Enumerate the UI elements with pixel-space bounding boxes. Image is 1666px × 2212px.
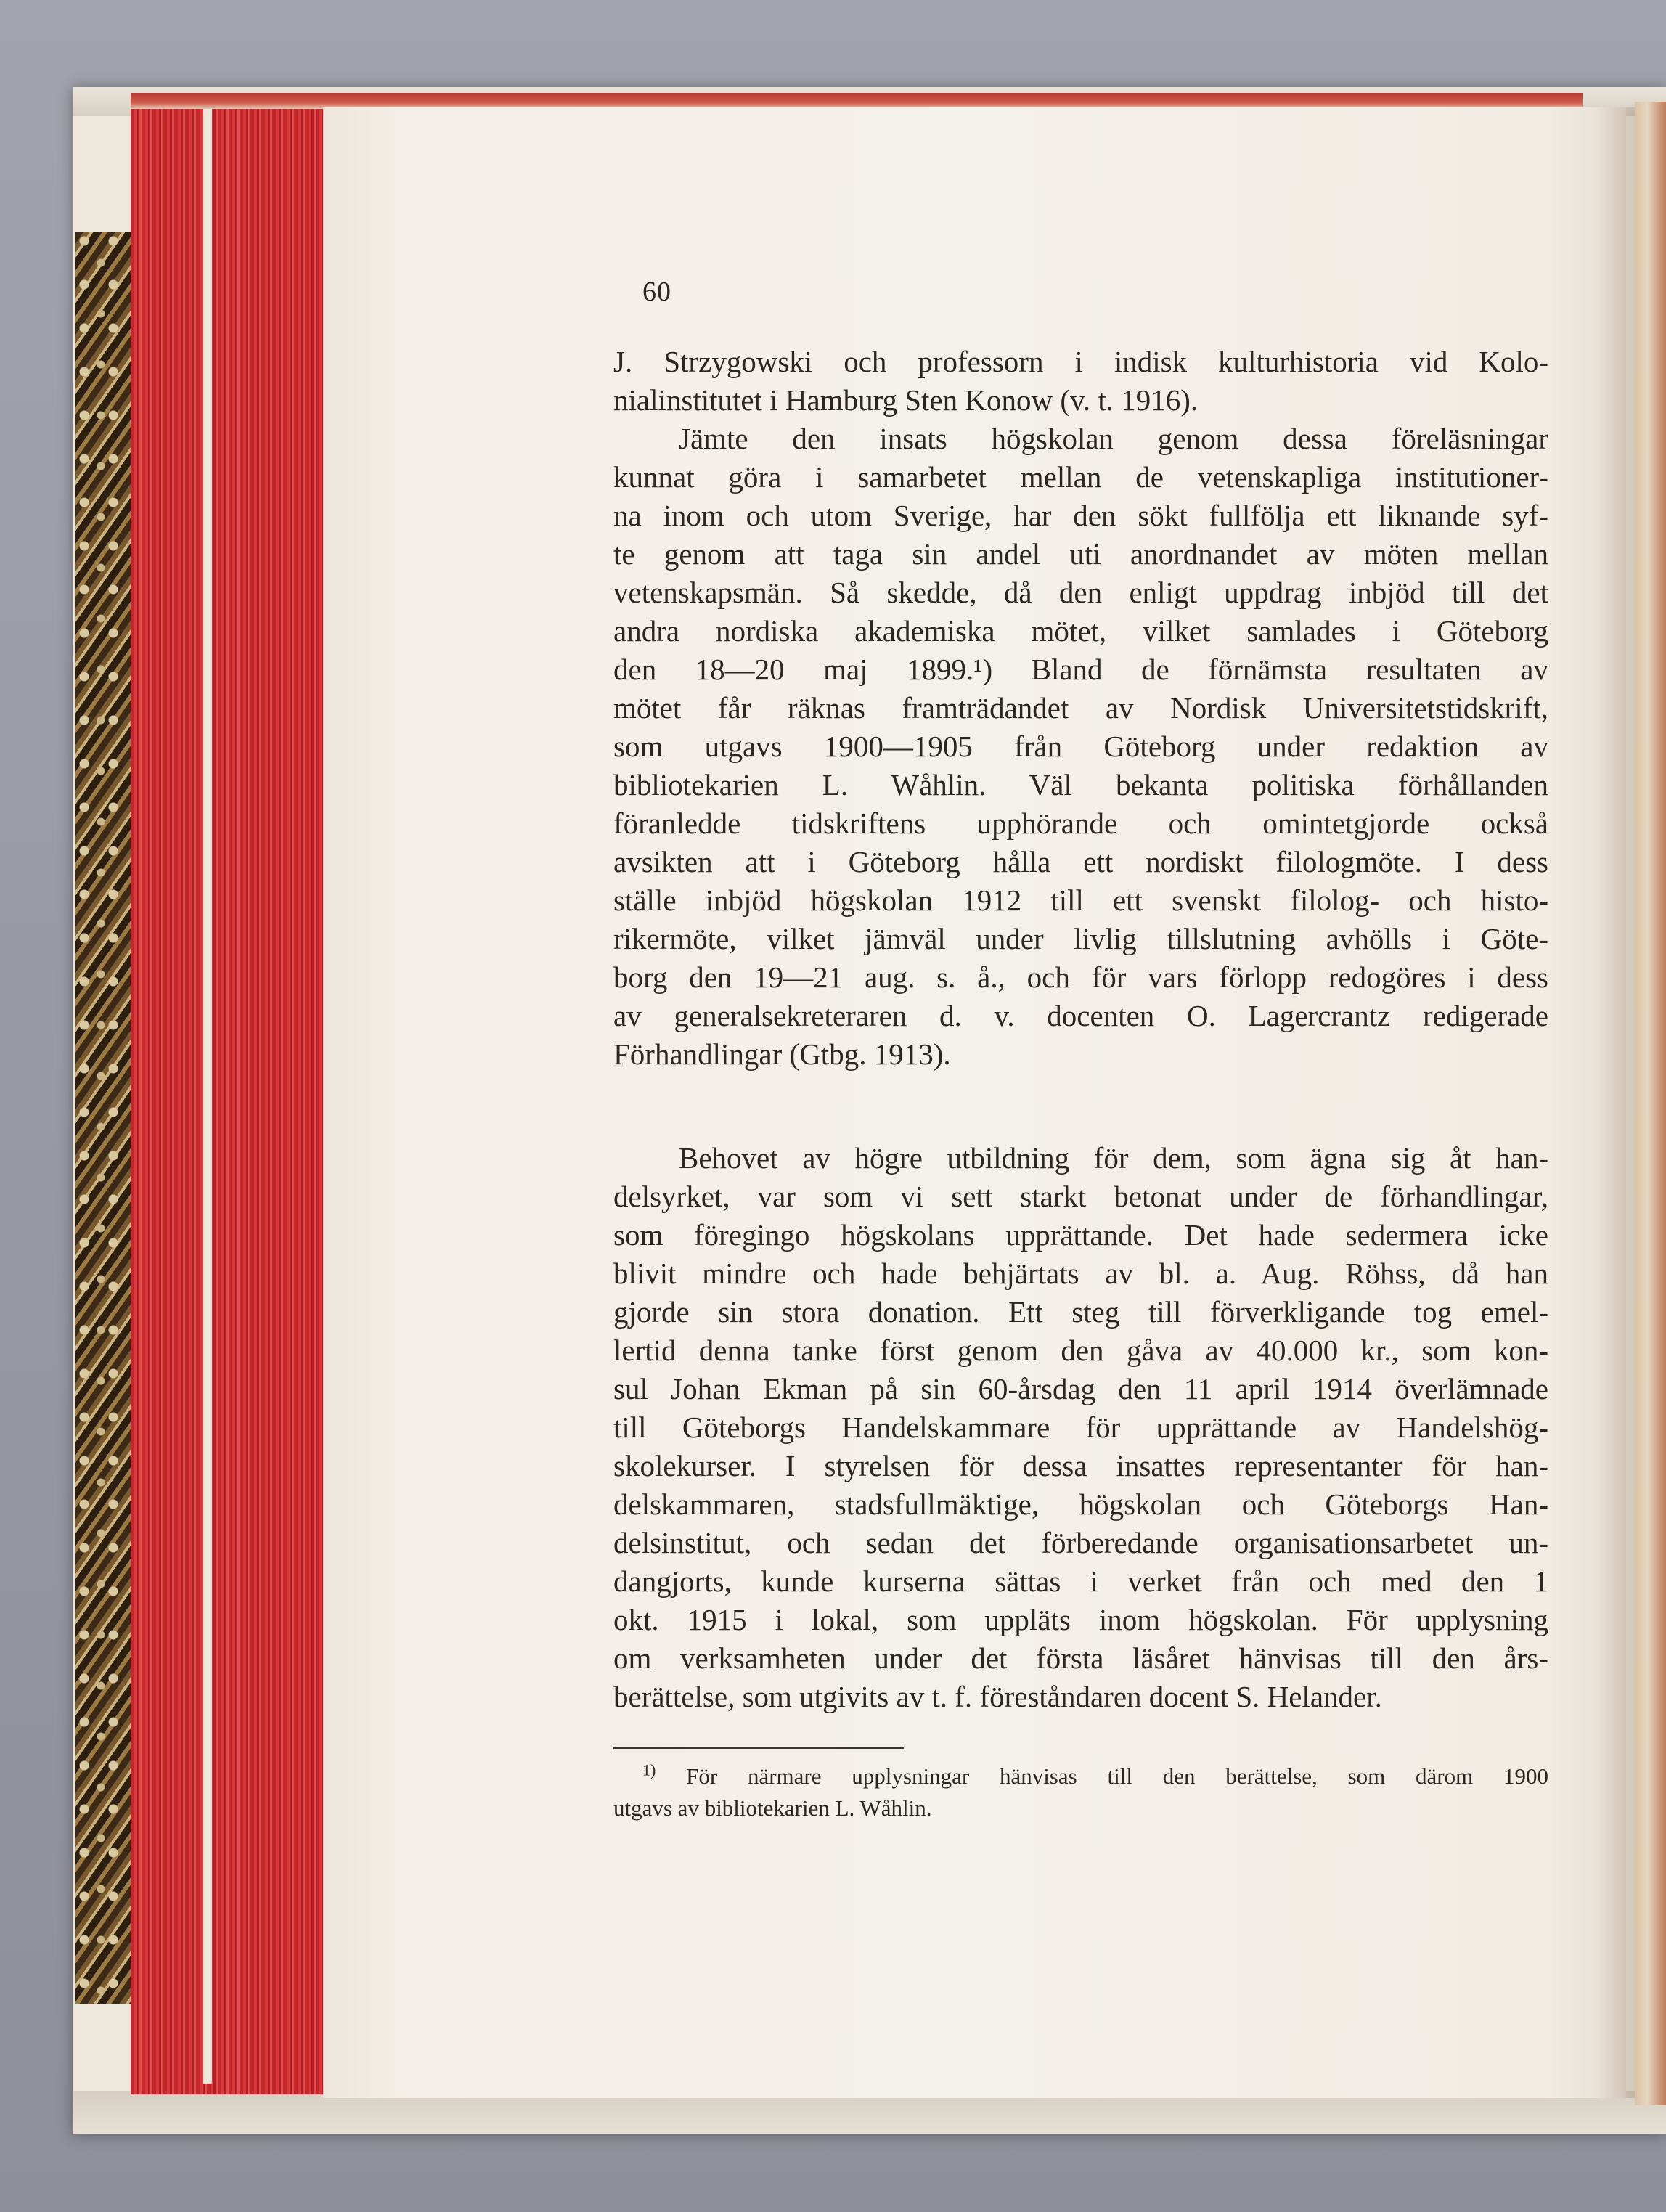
text-line: delsinstitut, och sedan det förberedande organisationsarbetet un- [613, 1526, 1548, 1559]
footnote-line [613, 1760, 1548, 1792]
text-line: mötet får räknas framträdandet av Nordisk Universitetstidskrift, [613, 691, 1548, 725]
text-line: lertid denna tanke först genom den gåva av 40.000 kr., som kon- [613, 1334, 1548, 1367]
text-line: gjorde sin stora donation. Ett steg till förverkligande tog emel- [613, 1295, 1548, 1329]
text-line: dangjorts, kunde kurserna sättas i verket från och med den 1 [613, 1564, 1548, 1598]
text-line: delsyrket, var som vi sett starkt betonat under de förhandlingar, [613, 1180, 1548, 1213]
text-line: föranledde tidskriftens upphörande och omintetgjorde också [613, 807, 1548, 840]
text-line: na inom och utom Sverige, har den sökt fullfölja ett liknande syf- [613, 499, 1548, 532]
text-line: bibliotekarien L. Wåhlin. Väl bekanta politiska förhållanden [613, 768, 1548, 801]
text-line: den 18—20 maj 1899.¹) Bland de förnämsta resultaten av [613, 653, 1548, 686]
facing-page-edge [1635, 102, 1666, 2105]
footnote-text: För närmare upplysningar hänvisas till den berättelse, som därom 1900 [656, 1763, 1548, 1789]
text-line: avsikten att i Göteborg hålla ett nordiskt filologmöte. I dess [613, 845, 1548, 878]
text-line: vetenskapsmän. Så skedde, då den enligt uppdrag inbjöd till det [613, 576, 1548, 609]
paragraph-2 [613, 1139, 1548, 1716]
paragraph-1 [613, 343, 1548, 1074]
text-line: delskammaren, stadsfullmäktige, högskolan och Göteborgs Han- [613, 1487, 1548, 1521]
text-line: kunnat göra i samarbetet mellan de vetenskapliga institutioner- [613, 460, 1548, 494]
text-line: blivit mindre och hade behjärtats av bl. a. Aug. Röhss, då han [613, 1257, 1548, 1290]
text-line: J. Strzygowski och professorn i indisk kulturhistoria vid Kolo- [613, 345, 1548, 378]
text-line: te genom att taga sin andel uti anordnandet av möten mellan [613, 537, 1548, 571]
text-line: som utgavs 1900—1905 från Göteborg under redaktion av [613, 730, 1548, 763]
text-line: andra nordiska akademiska mötet, vilket samlades i Göteborg [613, 614, 1548, 648]
text-line: om verksamheten under det första läsåret hänvisas till den års- [613, 1641, 1548, 1675]
text-line: berättelse, som utgivits av t. f. föreståndaren docent S. Helander. [613, 1680, 1382, 1713]
text-line: till Göteborgs Handelskammare för upprättande av Handelshög- [613, 1411, 1548, 1444]
text-line: skolekurser. I styrelsen för dessa insattes representanter för han- [613, 1449, 1548, 1482]
text-line: borg den 19—21 aug. s. å., och för vars förlopp redogöres i dess [613, 960, 1548, 994]
text-line: okt. 1915 i lokal, som uppläts inom högskolan. För upplysning [613, 1603, 1548, 1636]
text-line: nialinstitutet i Hamburg Sten Konow (v. t. 1916). [613, 383, 1199, 417]
marbled-board [75, 232, 138, 2004]
footnote-line: utgavs av bibliotekarien L. Wåhlin. [613, 1795, 932, 1821]
red-top-edge [131, 93, 1583, 109]
text-line: Förhandlingar (Gtbg. 1913). [613, 1037, 951, 1071]
text-line: rikermöte, vilket jämväl under livlig tillslutning avhölls i Göte- [613, 922, 1548, 955]
red-page-edges [131, 98, 323, 2094]
text-line: som föregingo högskolans upprättande. Det hade sedermera icke [613, 1218, 1548, 1252]
page-number: 60 [642, 277, 671, 307]
text-line: ställe inbjöd högskolan 1912 till ett svenskt filolog- och histo- [613, 883, 1548, 917]
text-line: sul Johan Ekman på sin 60-årsdag den 11 april 1914 överlämnade [613, 1372, 1548, 1405]
footnote-rule [613, 1747, 904, 1749]
footnote-marker: 1) [642, 1760, 656, 1779]
footnote [613, 1760, 1548, 1824]
text-line: Jämte den insats högskolan genom dessa föreläsningar [679, 422, 1548, 455]
text-line: Behovet av högre utbildning för dem, som ägna sig åt han- [679, 1141, 1548, 1175]
text-line: av generalsekreteraren d. v. docenten O. Lagercrantz redigerade [613, 999, 1548, 1032]
endpaper-edge [203, 109, 212, 2084]
